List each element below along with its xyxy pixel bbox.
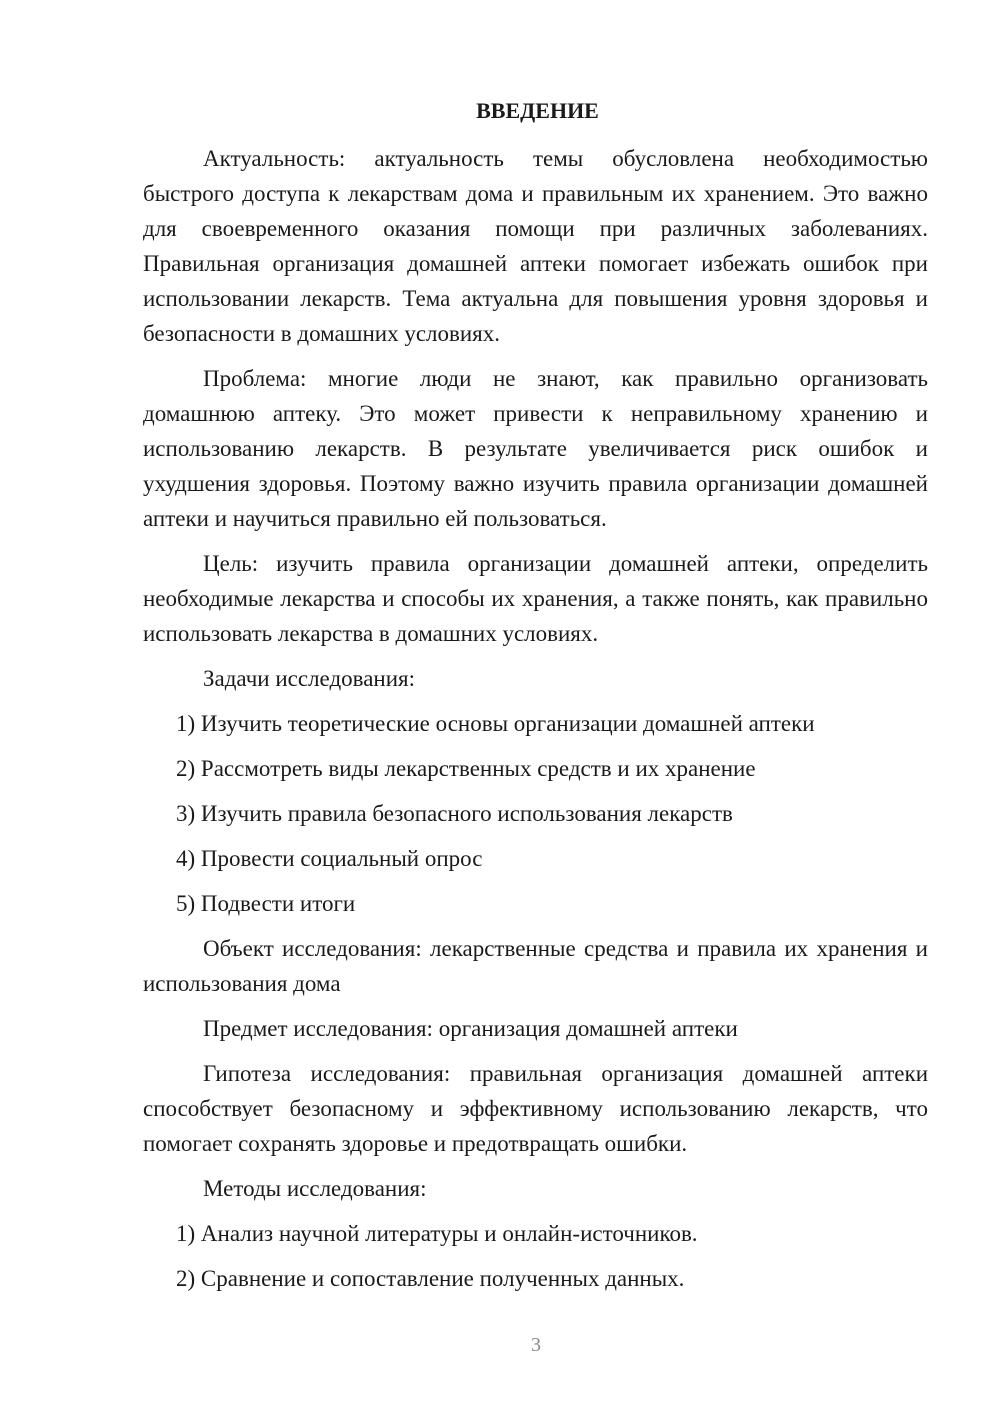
problem-paragraph: Проблема: многие люди не знают, как правильно организовать домашнюю аптеку. Это может привести к неправильному хранению и использованию лекарств. В результате увеличивается риск ошибок и ухудшения здоровья. Поэтому важно изучить правила организации домашней аптеки и научиться правильно ей пользоваться. <box>143 366 928 531</box>
page-content <box>143 95 928 1306</box>
task-item: 2) Рассмотреть виды лекарственных средств и их хранение <box>176 756 756 781</box>
subject-paragraph: Предмет исследования: организация домашней аптеки <box>203 1016 738 1041</box>
hypothesis-paragraph: Гипотеза исследования: правильная организация домашней аптеки способствует безопасному и эффективному использованию лекарств, что помогает сохранять здоровье и предотвращать ошибки. <box>143 1061 928 1156</box>
task-item: 3) Изучить правила безопасного использования лекарств <box>176 801 733 826</box>
task-item: 1) Изучить теоретические основы организации домашней аптеки <box>176 711 815 736</box>
task-item: 4) Провести социальный опрос <box>176 846 483 871</box>
page-title: ВВЕДЕНИЕ <box>476 98 599 123</box>
task-item: 5) Подвести итоги <box>176 891 356 916</box>
relevance-paragraph: Актуальность: актуальность темы обусловлена необходимостью быстрого доступа к лекарствам дома и правильным их хранением. Это важно для своевременного оказания помощи при различных заболеваниях. Правильная организация домашней аптеки помогает избежать ошибок при использовании лекарств. Тема актуальна для повышения уровня здоровья и безопасности в домашних условиях. <box>143 146 928 346</box>
method-item: 1) Анализ научной литературы и онлайн-источников. <box>176 1221 698 1246</box>
methods-heading: Методы исследования: <box>203 1176 427 1201</box>
method-item: 2) Сравнение и сопоставление полученных данных. <box>176 1266 685 1291</box>
tasks-heading: Задачи исследования: <box>203 666 416 691</box>
page-number: 3 <box>531 1334 541 1356</box>
object-paragraph: Объект исследования: лекарственные средства и правила их хранения и использования дома <box>143 936 928 996</box>
goal-paragraph: Цель: изучить правила организации домашней аптеки, определить необходимые лекарства и способы их хранения, а также понять, как правильно использовать лекарства в домашних условиях. <box>143 551 928 646</box>
